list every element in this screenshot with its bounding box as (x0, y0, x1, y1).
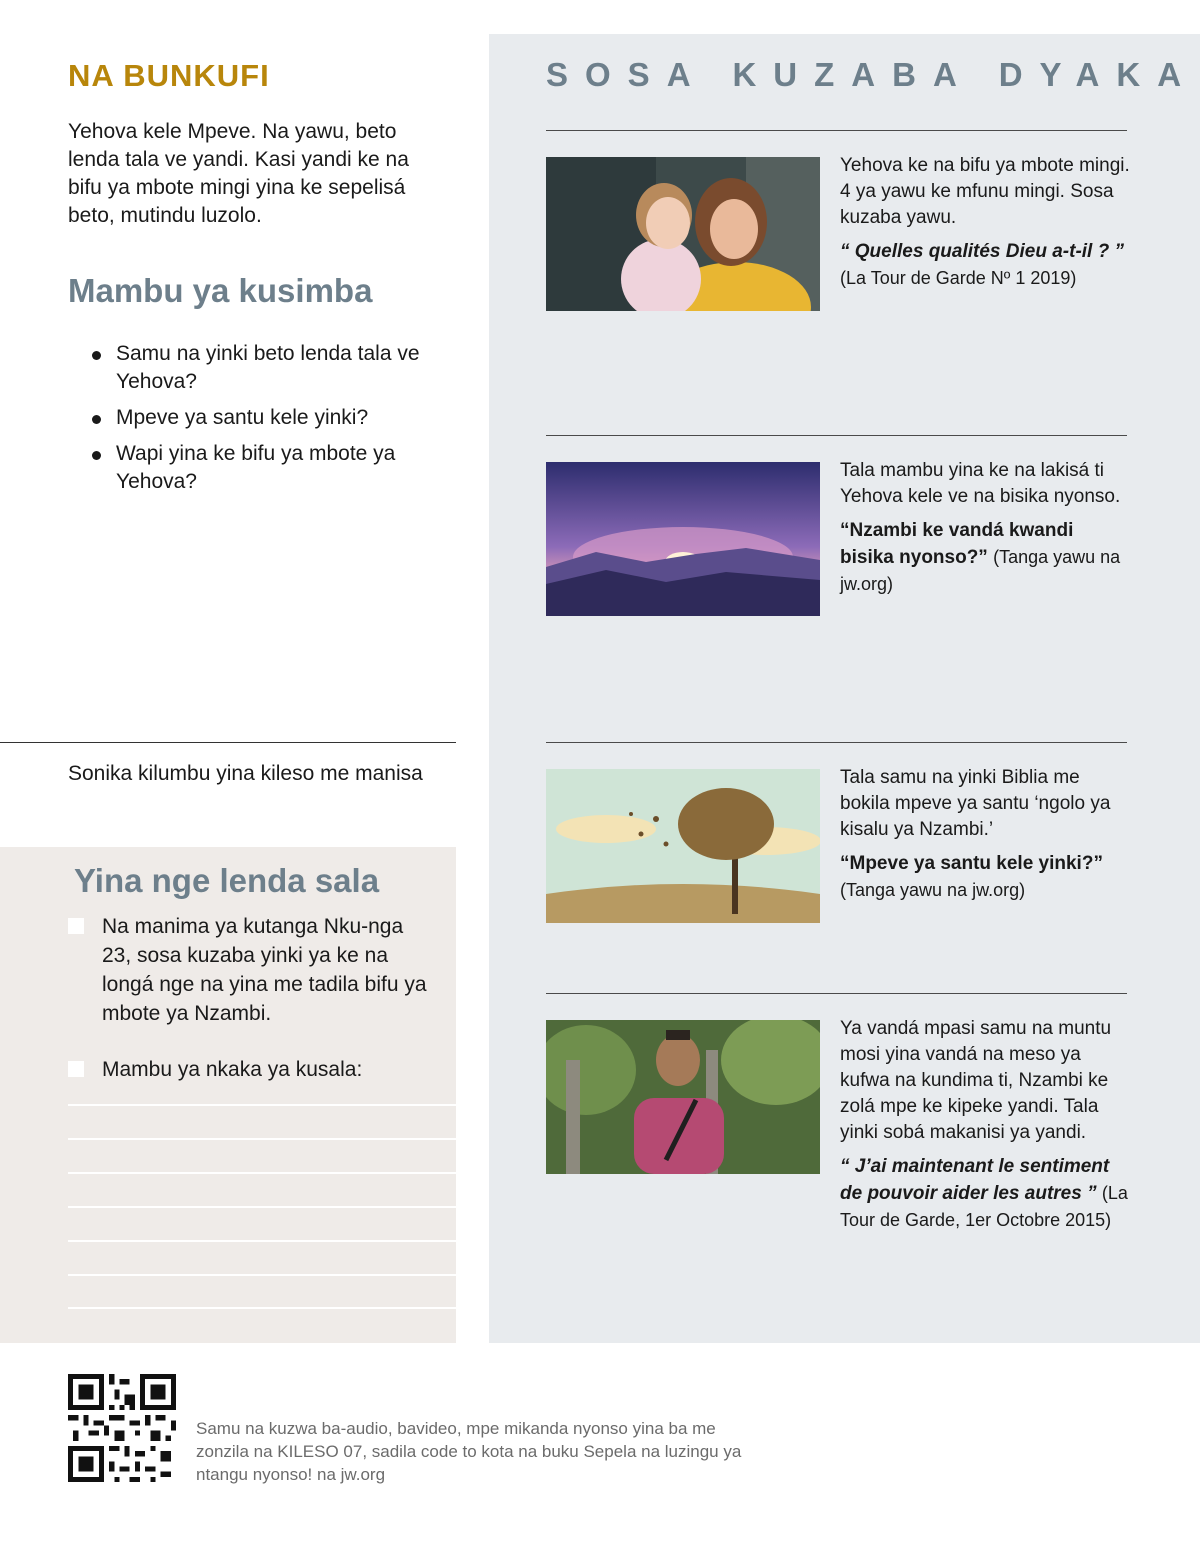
action-item: Na manima ya kutanga Nku-nga 23, sosa kuzaba yinki ya ke na longá nge na yina me tadila bifu ya mbote ya Nzambi. (68, 912, 438, 1028)
write-line[interactable] (68, 1240, 456, 1242)
divider (546, 435, 1127, 436)
qr-code-icon[interactable] (68, 1374, 176, 1482)
tree-wind-illustration[interactable] (546, 769, 820, 923)
question-list (92, 340, 442, 504)
divider (546, 993, 1127, 994)
footer-note: Samu na kuzwa ba-audio, bavideo, mpe mikanda nyonso yina ba me zonzila na KILESO 07, sadila code to kota na buku Sepela na luzingu ya ntangu nyonso! na jw.org (196, 1419, 742, 1484)
bullet-icon (92, 415, 101, 424)
mother-child-photo[interactable] (546, 157, 820, 311)
bullet-icon (92, 451, 101, 460)
sunrise-mountains-photo[interactable] (546, 462, 820, 616)
divider (546, 742, 1127, 743)
write-line[interactable] (68, 1104, 456, 1106)
section-title: NA BUNKUFI (68, 58, 270, 93)
question-item: Mpeve ya santu kele yinki? (92, 404, 442, 432)
resource-reference[interactable]: “Mpeve ya santu kele yinki?” (Tanga yawu na jw.org) (840, 853, 1103, 900)
completion-date-label: Sonika kilumbu yina kileso me manisa (68, 762, 423, 785)
write-line[interactable] (68, 1172, 456, 1174)
question-item: Samu na yinki beto lenda tala ve Yehova? (92, 340, 442, 396)
resource-reference[interactable]: “ Quelles qualités Dieu a-t-il ? ” (La Tour de Garde Nº 1 2019) (840, 241, 1124, 288)
resource-item: Tala samu na yinki Biblia me bokila mpeve ya santu ‘ngolo ya kisalu ya Nzambi.’ “Mpeve ya santu kele yinki?” (Tanga yawu na jw.org) (840, 765, 1130, 904)
divider (546, 130, 1127, 131)
questions-heading: Mambu ya kusimba (68, 272, 373, 309)
checkbox[interactable] (68, 918, 84, 934)
write-line[interactable] (68, 1307, 456, 1309)
action-heading: Yina nge lenda sala (74, 862, 380, 899)
checkbox[interactable] (68, 1061, 84, 1077)
write-line[interactable] (68, 1206, 456, 1208)
man-portrait-photo[interactable] (546, 1020, 820, 1174)
resource-item: Yehova ke na bifu ya mbote mingi. 4 ya yawu ke mfunu mingi. Sosa kuzaba yawu. “ Quelles qualités Dieu a-t-il ? ” (La Tour de Garde Nº 1 2019) (840, 153, 1130, 292)
learn-more-heading: SOSA KUZABA DYAKA (546, 56, 1199, 93)
resource-reference[interactable]: “ J’ai maintenant le sentiment de pouvoir aider les autres ” (La Tour de Garde, 1er Octobre 2015) (840, 1156, 1128, 1230)
resource-item: Tala mambu yina ke na lakisá ti Yehova kele ve na bisika nyonso. “Nzambi ke vandá kwandi bisika nyonso?” (Tanga yawu na jw.org) (840, 458, 1130, 598)
write-line[interactable] (68, 1274, 456, 1276)
action-item: Mambu ya nkaka ya kusala: (68, 1055, 438, 1084)
intro-paragraph: Yehova kele Mpeve. Na yawu, beto lenda tala ve yandi. Kasi yandi ke na bifu ya mbote mingi yina ke sepelisá beto, mutindu luzolo. (68, 120, 409, 227)
divider (0, 742, 456, 743)
write-line[interactable] (68, 1138, 456, 1140)
bullet-icon (92, 351, 101, 360)
resource-item: Ya vandá mpasi samu na muntu mosi yina vandá na meso ya kufwa na kundima ti, Nzambi ke zolá mpe ke kipeke yandi. Tala yinki sobá makanisi ya yandi. “ J’ai maintenant le sentiment de pouvoir aider les autres ” (La Tour de Garde, 1er Octobre 2015) (840, 1016, 1130, 1234)
resource-reference[interactable]: “Nzambi ke vandá kwandi bisika nyonso?” (Tanga yawu na jw.org) (840, 520, 1121, 594)
question-item: Wapi yina ke bifu ya mbote ya Yehova? (92, 440, 442, 496)
